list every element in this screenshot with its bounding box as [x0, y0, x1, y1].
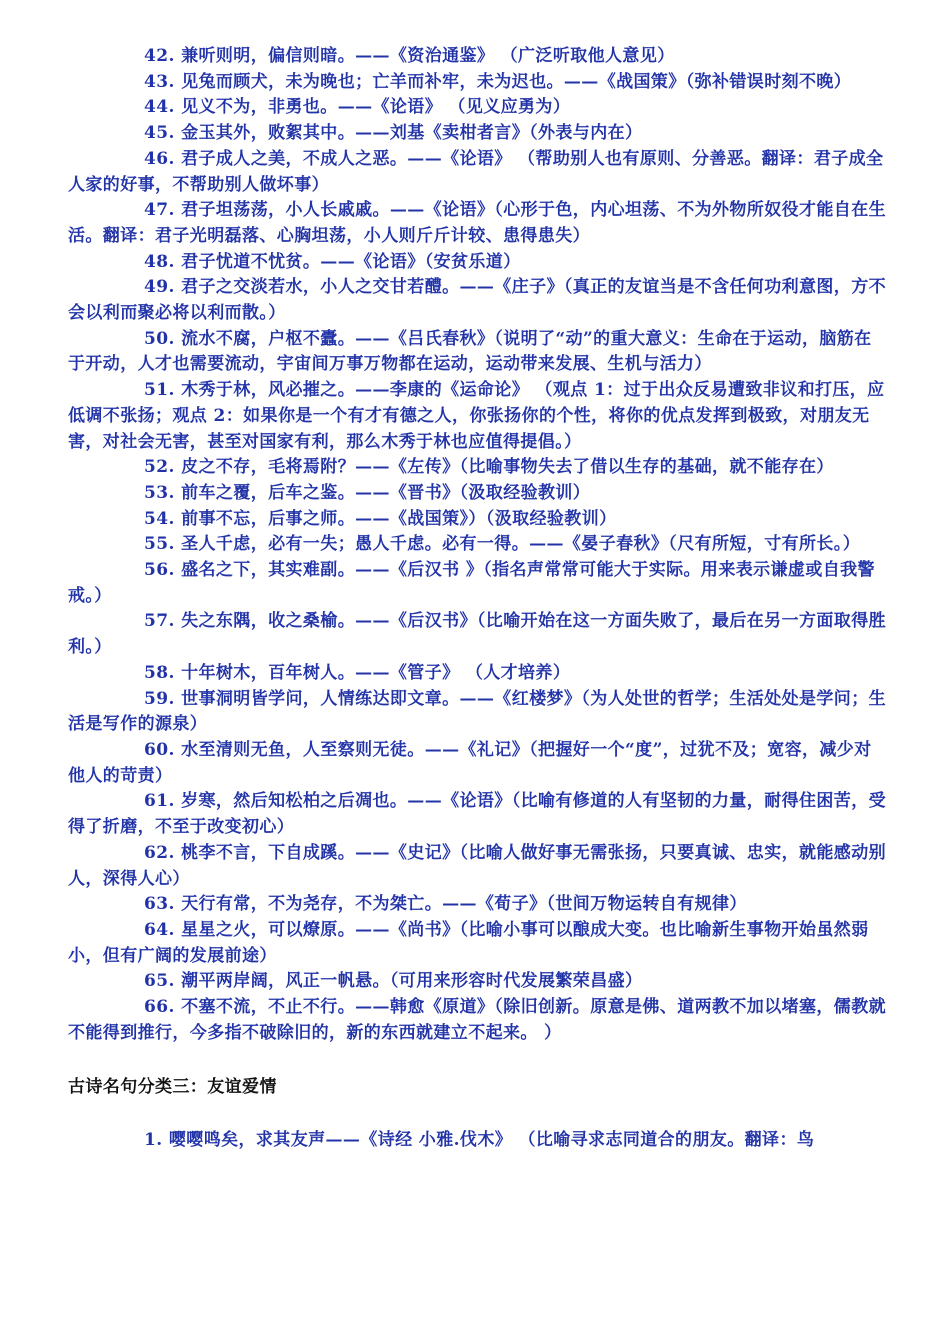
entry-text: 天行有常，不为尧存，不为桀亡。——《荀子》（世间万物运转自有规律）	[181, 894, 747, 915]
entry-number: 66.	[144, 997, 175, 1018]
entry-number: 51.	[144, 380, 175, 401]
entry-text: 君子之交淡若水，小人之交甘若醴。——《庄子》（真正的友谊当是不含任何功利意图，方不会以利而聚必将以利而散。）	[68, 277, 887, 324]
entry-text: 水至清则无鱼，人至察则无徒。——《礼记》（把握好一个“度”，过犹不及；宽容，减少对他人的苛责）	[68, 739, 872, 786]
entry-text: 木秀于林，风必摧之。——李康的《运命论》 （观点 1：过于出众反易遭致非议和打压，应低调不张扬；观点 2：如果你是一个有才有德之人，你张扬你的个性，将你的优点发挥到极致，对朋友无害，对社会无害，甚至对国家有利，那么木秀于林也应值得提倡。）	[68, 380, 885, 452]
quote-entry	[68, 918, 886, 969]
entry-number: 50.	[144, 328, 175, 349]
entry-number: 62.	[144, 842, 175, 863]
entry-text: 前事不忘，后事之师。——《战国策》）（汲取经验教训）	[181, 508, 617, 529]
quote-entry	[68, 121, 886, 147]
entry-text: 君子忧道不忧贫。——《论语》（安贫乐道）	[181, 251, 521, 272]
entry-number: 45.	[144, 123, 175, 144]
quote-entry	[68, 44, 886, 70]
entry-number: 59.	[144, 688, 175, 709]
quote-entry	[68, 481, 886, 507]
entry-number: 44.	[144, 97, 175, 118]
quote-entry	[68, 1128, 886, 1154]
quote-entry	[68, 789, 886, 840]
section-heading: 古诗名句分类三：友谊爱情	[68, 1077, 277, 1098]
entry-text: 金玉其外，败絮其中。——刘基《卖柑者言》（外表与内在）	[181, 123, 643, 144]
entry-text: 星星之火，可以燎原。——《尚书》（比喻小事可以酿成大变。也比喻新生事物开始虽然弱小，但有广阔的发展前途）	[68, 919, 869, 966]
quote-entry	[68, 609, 886, 660]
entry-number: 43.	[144, 71, 175, 92]
entry-number: 53.	[144, 482, 175, 503]
entry-number: 61.	[144, 791, 175, 812]
quote-entry	[68, 250, 886, 276]
quote-entry	[68, 70, 886, 96]
entry-number: 52.	[144, 457, 175, 478]
entry-number: 60.	[144, 739, 175, 760]
entry-text: 流水不腐，户枢不蠹。——《吕氏春秋》（说明了“动”的重大意义：生命在于运动，脑筋在于开动，人才也需要流动，宇宙间万事万物都在运动，运动带来发展、生机与活力）	[68, 328, 872, 375]
quote-entry	[68, 995, 886, 1046]
entry-number: 57.	[144, 611, 175, 632]
quote-entry	[68, 147, 886, 198]
entry-text: 皮之不存，毛将焉附？——《左传》（比喻事物失去了借以生存的基础，就不能存在）	[181, 457, 834, 478]
entry-text: 世事洞明皆学问，人情练达即文章。——《红楼梦》（为人处世的哲学；生活处处是学问；生活是写作的源泉）	[68, 688, 887, 735]
entry-text: 前车之覆，后车之鉴。——《晋书》（汲取经验教训）	[181, 482, 591, 503]
entry-text: 岁寒，然后知松柏之后凋也。——《论语》（比喻有修道的人有坚韧的力量，耐得住困苦，受得了折磨，不至于改变初心）	[68, 791, 887, 838]
entry-text: 失之东隅，收之桑榆。——《后汉书》（比喻开始在这一方面失败了，最后在另一方面取得胜利。）	[68, 611, 887, 658]
quote-entry	[68, 327, 886, 378]
quote-list	[68, 44, 886, 1046]
quote-entry	[68, 275, 886, 326]
entry-number: 58.	[144, 662, 175, 683]
entry-number: 65.	[144, 971, 175, 992]
entry-number: 46.	[144, 148, 175, 169]
quote-entry	[68, 841, 886, 892]
entry-text: 圣人千虑，必有一失；愚人千虑。必有一得。——《晏子春秋》（尺有所短，寸有所长。）	[181, 534, 861, 555]
entry-number: 47.	[144, 200, 175, 221]
entry-number: 55.	[144, 534, 175, 555]
quote-entry	[68, 95, 886, 121]
entry-text: 潮平两岸阔，风正一帆悬。（可用来形容时代发展繁荣昌盛）	[181, 971, 643, 992]
entry-text: 十年树木，百年树人。——《管子》 （人才培养）	[181, 662, 571, 683]
entry-text: 桃李不言，下自成蹊。——《史记》（比喻人做好事无需张扬，只要真诚、忠实，就能感动别人，深得人心）	[68, 842, 887, 889]
quote-entry	[68, 969, 886, 995]
entry-number: 64.	[144, 919, 175, 940]
entry-number: 49.	[144, 277, 175, 298]
quote-entry	[68, 455, 886, 481]
entry-number: 54.	[144, 508, 175, 529]
entry-text: 嘤嘤鸣矣，求其友声——《诗经 小雅.伐木》 （比喻寻求志同道合的朋友。翻译：鸟	[168, 1130, 815, 1151]
entry-text: 君子成人之美，不成人之恶。——《论语》 （帮助别人也有原则、分善恶。翻译：君子成全人家的好事，不帮助别人做坏事）	[68, 148, 884, 195]
quote-entry	[68, 532, 886, 558]
section-quote-list	[68, 1128, 886, 1154]
quote-entry	[68, 558, 886, 609]
entry-text: 君子坦荡荡，小人长戚戚。——《论语》（心形于色，内心坦荡、不为外物所奴役才能自在生活。翻译：君子光明磊落、心胸坦荡，小人则斤斤计较、患得患失）	[68, 200, 887, 246]
quote-entry	[68, 198, 886, 249]
document-content	[68, 44, 886, 1154]
entry-number: 56.	[144, 560, 175, 581]
entry-text: 见义不为，非勇也。——《论语》 （见义应勇为）	[181, 97, 571, 118]
quote-entry	[68, 507, 886, 533]
quote-entry	[68, 892, 886, 918]
entry-text: 不塞不流，不止不行。——韩愈《原道》（除旧创新。原意是佛、道两教不加以堵塞，儒教就不能得到推行，今多指不破除旧的，新的东西就建立不起来。 ）	[68, 997, 887, 1043]
entry-number: 42.	[144, 46, 175, 66]
entry-number: 1.	[144, 1130, 163, 1151]
entry-text: 盛名之下，其实难副。——《后汉书 》（指名声常常可能大于实际。用来表示谦虚或自我警戒。）	[68, 560, 875, 606]
entry-text: 兼听则明，偏信则暗。——《资治通鉴》 （广泛听取他人意见）	[181, 46, 675, 66]
entry-number: 63.	[144, 894, 175, 915]
entry-text: 见兔而顾犬，未为晚也；亡羊而补牢，未为迟也。——《战国策》（弥补错误时刻不晚）	[181, 71, 852, 92]
entry-number: 48.	[144, 251, 175, 272]
quote-entry	[68, 738, 886, 789]
quote-entry	[68, 378, 886, 455]
quote-entry	[68, 661, 886, 687]
quote-entry	[68, 687, 886, 738]
